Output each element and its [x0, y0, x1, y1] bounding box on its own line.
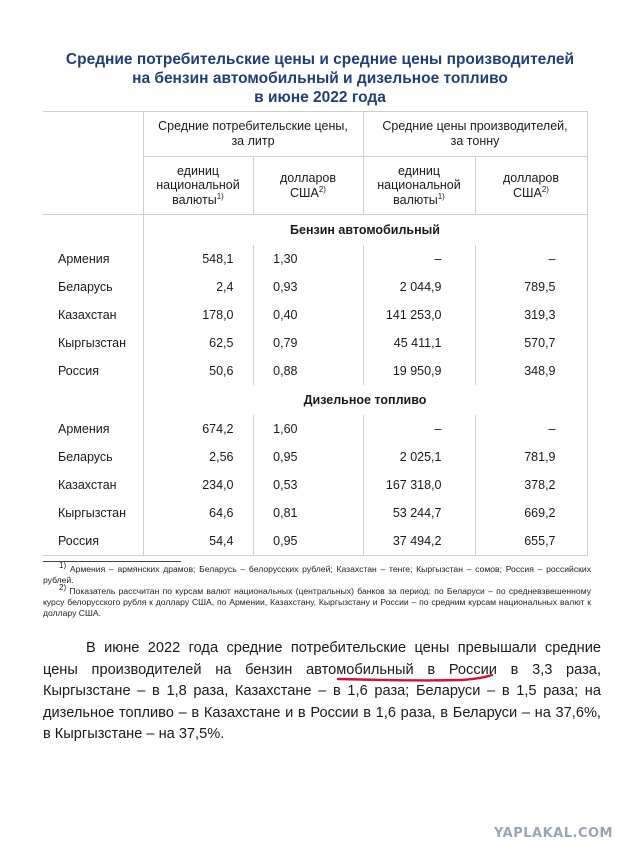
prices-table — [43, 111, 588, 556]
producer-usd-cell: 378,2 — [475, 471, 587, 499]
producer-national-cell: 19 950,9 — [363, 357, 475, 385]
producer-usd-cell: 319,3 — [475, 301, 587, 329]
table-row — [43, 499, 587, 527]
producer-usd-cell: 789,5 — [475, 273, 587, 301]
country-cell: Беларусь — [43, 443, 143, 471]
consumer-usd-cell: 1,60 — [253, 415, 363, 443]
footnote-mark: 2) — [318, 184, 326, 194]
red-handdrawn-underline — [336, 674, 496, 686]
consumer-usd-cell: 0,88 — [253, 357, 363, 385]
consumer-usd-cell: 0,53 — [253, 471, 363, 499]
subheader-text: долларов США — [502, 171, 560, 200]
consumer-national-cell: 178,0 — [143, 301, 253, 329]
producer-usd-cell: 655,7 — [475, 527, 587, 556]
consumer-national-cell: 50,6 — [143, 357, 253, 385]
consumer-usd-cell: 0,40 — [253, 301, 363, 329]
section-header-row — [43, 385, 587, 415]
section-empty-cell — [43, 385, 143, 415]
table-row — [43, 443, 587, 471]
consumer-usd-cell: 0,95 — [253, 443, 363, 471]
subheader-consumer-usd — [253, 157, 363, 215]
table-row — [43, 273, 587, 301]
country-cell: Россия — [43, 527, 143, 556]
table-row — [43, 245, 587, 273]
subheader-text: долларов США — [279, 171, 337, 200]
footnote-text: Армения – армянских драмов; Беларусь – белорусских рублей; Казахстан – тенге; Кыргызстан – сомов; Россия – российских рублей. — [43, 564, 591, 585]
header-consumer-prices — [143, 112, 363, 157]
footnote-1 — [43, 561, 591, 586]
consumer-usd-cell: 0,81 — [253, 499, 363, 527]
document-title — [20, 50, 620, 107]
producer-national-cell: – — [363, 415, 475, 443]
table-row — [43, 471, 587, 499]
country-cell: Беларусь — [43, 273, 143, 301]
producer-usd-cell: 669,2 — [475, 499, 587, 527]
consumer-national-cell: 548,1 — [143, 245, 253, 273]
consumer-national-cell: 674,2 — [143, 415, 253, 443]
subheader-consumer-national — [143, 157, 253, 215]
producer-national-cell: 2 044,9 — [363, 273, 475, 301]
consumer-usd-cell: 1,30 — [253, 245, 363, 273]
footnotes — [43, 561, 591, 619]
producer-national-cell: 45 411,1 — [363, 329, 475, 357]
paragraph-text-before: В июне 2022 года средние потребительские цены превышали средние цены производителей на бензин автомобильный — [43, 640, 601, 678]
footnote-2 — [43, 583, 591, 619]
footnote-mark: 1) — [216, 191, 224, 201]
consumer-national-cell: 62,5 — [143, 329, 253, 357]
footnote-mark: 2) — [541, 184, 549, 194]
section-title: Дизельное топливо — [143, 385, 587, 415]
producer-usd-cell: 781,9 — [475, 443, 587, 471]
consumer-national-cell: 2,56 — [143, 443, 253, 471]
producer-national-cell: 141 253,0 — [363, 301, 475, 329]
producer-usd-cell: 348,9 — [475, 357, 587, 385]
producer-usd-cell: – — [475, 245, 587, 273]
title-line-3: в июне 2022 года — [254, 89, 386, 106]
country-cell: Армения — [43, 415, 143, 443]
producer-usd-cell: – — [475, 415, 587, 443]
footnote-mark: 1) — [59, 561, 67, 571]
table-row — [43, 527, 587, 556]
consumer-usd-cell: 0,95 — [253, 527, 363, 556]
summary-paragraph — [43, 638, 601, 746]
header-producer-label: Средние цены производителей, за тонну — [382, 119, 568, 148]
consumer-usd-cell: 0,93 — [253, 273, 363, 301]
subheader-text: единиц национальной валюты — [156, 163, 240, 207]
subheader-producer-usd — [475, 157, 587, 215]
section-title: Бензин автомобильный — [143, 215, 587, 246]
consumer-national-cell: 64,6 — [143, 499, 253, 527]
corner-cell — [43, 112, 143, 215]
country-cell: Казахстан — [43, 471, 143, 499]
header-consumer-label: Средние потребительские цены, за литр — [158, 119, 348, 148]
subheader-producer-national — [363, 157, 475, 215]
consumer-national-cell: 234,0 — [143, 471, 253, 499]
subheader-text: единиц национальной валюты — [377, 163, 461, 207]
country-cell: Кыргызстан — [43, 329, 143, 357]
consumer-national-cell: 54,4 — [143, 527, 253, 556]
table-row — [43, 415, 587, 443]
country-cell: Россия — [43, 357, 143, 385]
footnote-mark: 1) — [437, 191, 445, 201]
country-cell: Кыргызстан — [43, 499, 143, 527]
title-line-2: на бензин автомобильный и дизельное топливо — [132, 70, 508, 87]
consumer-national-cell: 2,4 — [143, 273, 253, 301]
paragraph-text-after: , Кыргызстане – в 1,8 раза, Казахстане – в 1,6 раза; Беларуси – в 1,5 раза; на дизельное топливо – в Казахстане и в России в 1,6 раза, в Беларуси – на 37,6%, в Кыргызстане – на 37,5%. — [43, 661, 601, 742]
table-row — [43, 357, 587, 385]
header-producer-prices — [363, 112, 587, 157]
producer-national-cell: 2 025,1 — [363, 443, 475, 471]
table-row — [43, 329, 587, 357]
consumer-usd-cell: 0,79 — [253, 329, 363, 357]
producer-national-cell: 167 318,0 — [363, 471, 475, 499]
producer-national-cell: 37 494,2 — [363, 527, 475, 556]
section-header-row — [43, 215, 587, 246]
country-cell: Армения — [43, 245, 143, 273]
footnote-text: Показатель рассчитан по курсам валют национальных (центральных) банков за период: по Беларуси – по средневзвешенному курсу белорусского рубля к доллару США, по Армении, Казахстану, Кыргызстану и России – по средним курсам национальных валют к доллару США. — [43, 586, 591, 618]
country-cell: Казахстан — [43, 301, 143, 329]
highlighted-phrase: в России в 3,3 раза — [427, 661, 597, 678]
title-line-1: Средние потребительские цены и средние цены производителей — [65, 51, 575, 68]
watermark-logo: YAPLAKAL.COM — [494, 826, 613, 841]
producer-usd-cell: 570,7 — [475, 329, 587, 357]
section-empty-cell — [43, 215, 143, 246]
producer-national-cell: 53 244,7 — [363, 499, 475, 527]
footnote-mark: 2) — [59, 583, 67, 593]
table-row — [43, 301, 587, 329]
producer-national-cell: – — [363, 245, 475, 273]
